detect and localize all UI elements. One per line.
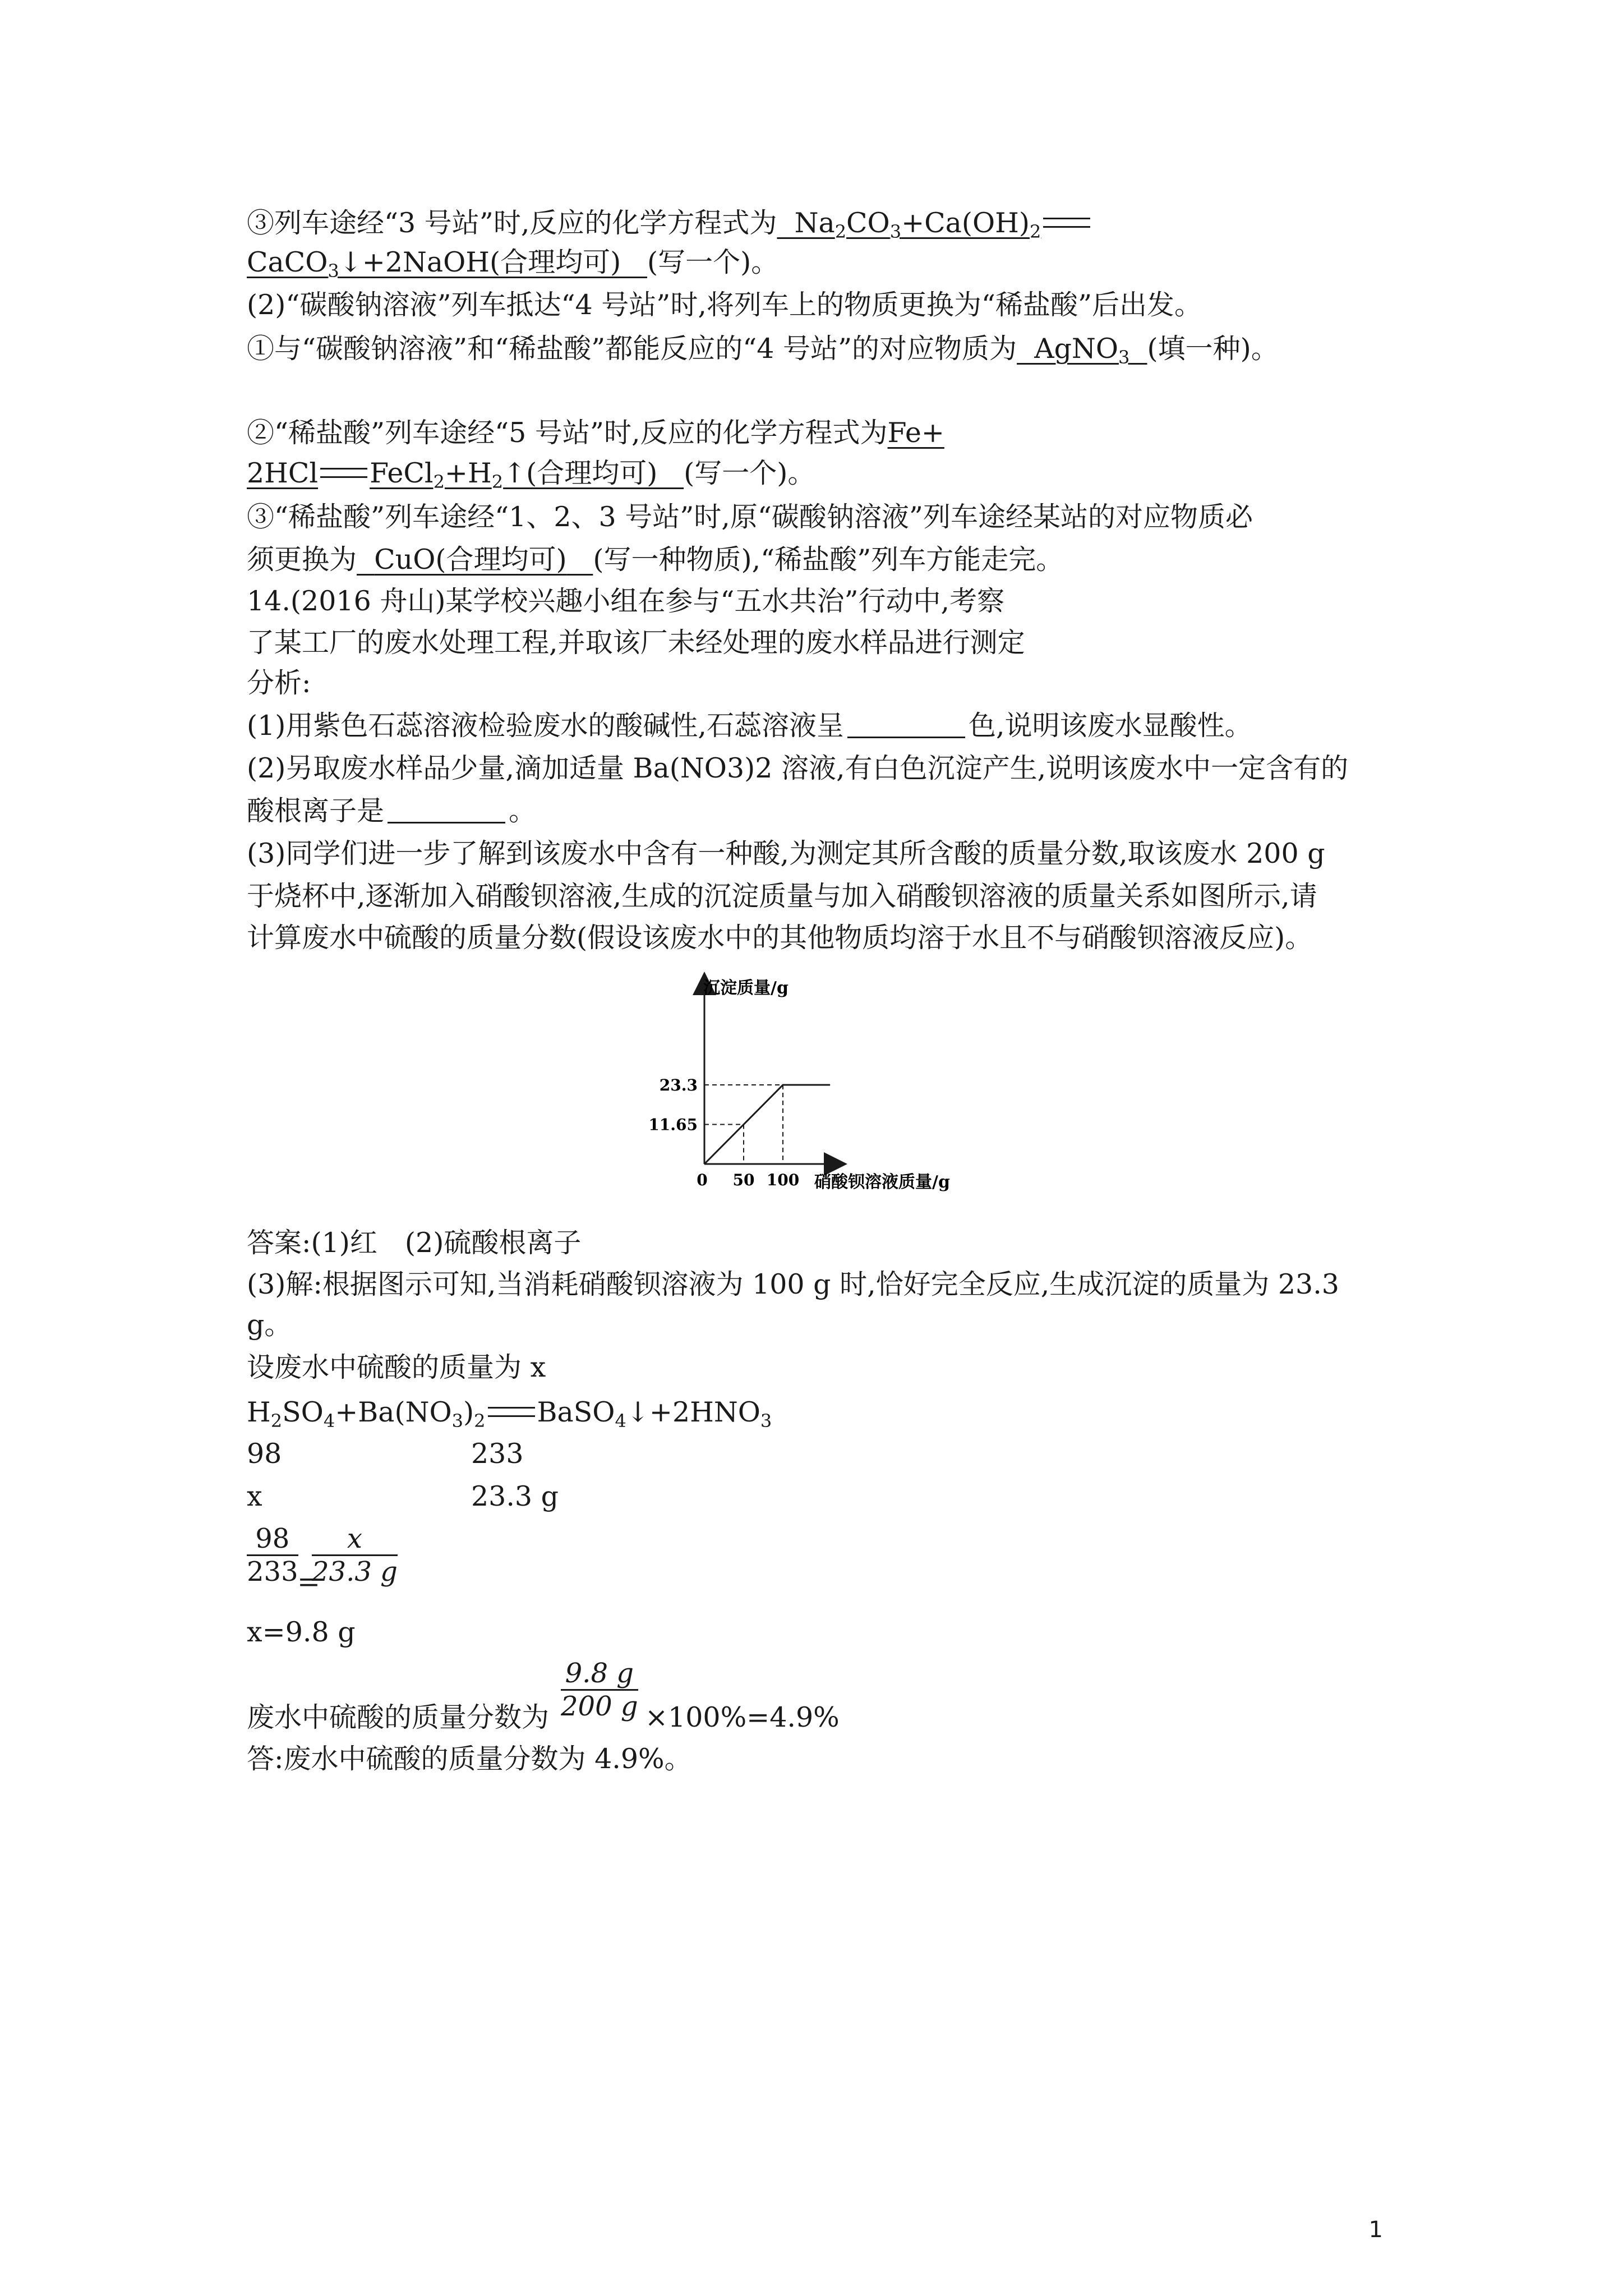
- ratio-row-2: x 23.3 g: [247, 1480, 559, 1512]
- fill-blank: [388, 796, 505, 823]
- answer-cuo: CuO(合理均可): [374, 544, 567, 576]
- y-tick-label-1: 23.3: [659, 1076, 698, 1095]
- fraction-equals: =: [297, 1566, 321, 1598]
- answer-equation-2b: 2HCl $FeCl_2+H_2↑$(合理均可): [247, 457, 684, 493]
- q14-line-2: 了某工厂的废水处理工程,并取该厂未经处理的废水样品进行测定: [247, 627, 1025, 659]
- answer-line-1: 答案:(1)红 (2)硫酸根离子: [247, 1227, 582, 1259]
- x-tick-label-2: 100: [766, 1171, 800, 1189]
- y-axis-label: 沉淀质量/g: [703, 978, 789, 998]
- x-axis-label: 硝酸钡溶液质量/g: [814, 1172, 950, 1192]
- answer-equation-1b: CaCO$_3$↓+2NaOH(合理均可): [247, 246, 647, 282]
- q14-line-5: (2)另取废水样品少量,滴加适量 Ba(NO3)2 溶液,有白色沉淀产生,说明该废水中一定含有的: [247, 752, 1349, 784]
- answer-equation-1a: $Na_2CO_3+Ca(OH)_2$: [777, 207, 1041, 242]
- q14-line-4: (1)用紫色石蕊溶液检验废水的酸碱性,石蕊溶液呈 色,说明该废水显酸性。: [247, 710, 1252, 742]
- q13-line-2: CaCO$_3$↓+2NaOH(合理均可) (写一个)。: [247, 246, 779, 282]
- answer-x: x=9.8 g: [247, 1616, 356, 1648]
- q13-line-1: ③列车途经“3 号站”时,反应的化学方程式为 $Na_2CO_3+Ca(OH)_2$: [247, 205, 1092, 241]
- x-tick-label-0: 0: [697, 1171, 708, 1189]
- q14-line-3: 分析:: [247, 667, 311, 699]
- q14-line-1: 14.(2016 舟山)某学校兴趣小组在参与“五水共治”行动中,考察: [247, 585, 1005, 617]
- q14-line-9: 计算废水中硫酸的质量分数(假设该废水中的其他物质均溶于水且不与硝酸钡溶液反应)。: [247, 922, 1313, 954]
- q13-line-6: 2HCl $FeCl_2+H_2↑$(合理均可) (写一个)。: [247, 457, 815, 493]
- q13-line-8: 须更换为 CuO(合理均可) (写一种物质),“稀盐酸”列车方能走完。: [247, 544, 1064, 576]
- q13-line-4: ①与“碳酸钠溶液”和“稀盐酸”都能反应的“4 号站”的对应物质为 AgNO$_3$ (填一种)。: [247, 333, 1279, 368]
- page-number: 1: [1368, 2217, 1383, 2243]
- fraction-98-233: $\frac{98}{233}$: [247, 1523, 298, 1588]
- answer-line-4: 设废水中硫酸的质量为 x: [247, 1351, 546, 1383]
- q13-line-5: ②“稀盐酸”列车途经“5 号站”时,反应的化学方程式为Fe+: [247, 417, 944, 449]
- ratio-row-1: 98 233: [247, 1438, 524, 1470]
- q14-line-7: (3)同学们进一步了解到该废水中含有一种酸,为测定其所含酸的质量分数,取该废水 200 g: [247, 838, 1325, 869]
- q13-line-7: ③“稀盐酸”列车途经“1、2、3 号站”时,原“碳酸钠溶液”列车途经某站的对应物质必: [247, 501, 1253, 533]
- q14-line-8: 于烧杯中,逐渐加入硝酸钡溶液,生成的沉淀质量与加入硝酸钡溶液的质量关系如图所示,请: [247, 880, 1317, 912]
- answer-mass-fraction: 废水中硫酸的质量分数为: [247, 1701, 550, 1733]
- answer-line-3: g。: [247, 1309, 292, 1341]
- fill-blank: [847, 711, 965, 738]
- q13-line-3: (2)“碳酸钠溶液”列车抵达“4 号站”时,将列车上的物质更换为“稀盐酸”后出发。: [247, 289, 1202, 321]
- fraction-9-8-200: $\frac{9.8 g}{200 g}$: [561, 1658, 638, 1722]
- answer-equation-2a: Fe+: [887, 417, 944, 449]
- answer-line-2: (3)解:根据图示可知,当消耗硝酸钡溶液为 100 g 时,恰好完全反应,生成沉淀的质量为 23.3: [247, 1268, 1339, 1300]
- x-tick-label-1: 50: [732, 1171, 755, 1189]
- chemical-equation: $H_2SO_4+Ba(NO_3)_2$ $BaSO_4↓+2HNO_3$: [247, 1396, 772, 1432]
- final-answer: 答:废水中硫酸的质量分数为 4.9%。: [247, 1743, 692, 1775]
- equals-sign: [1043, 218, 1090, 228]
- q14-line-6: 酸根离子是 。: [247, 795, 537, 827]
- answer-percent: ×100%=4.9%: [645, 1701, 840, 1733]
- fraction-x-23-3: $\frac{x}{23.3 g}$: [312, 1523, 398, 1588]
- data-point-0: [704, 1164, 705, 1165]
- y-tick-label-0: 11.65: [648, 1115, 698, 1134]
- answer-agno3: AgNO$_3$: [1017, 333, 1130, 368]
- precipitate-chart: [648, 973, 1004, 1209]
